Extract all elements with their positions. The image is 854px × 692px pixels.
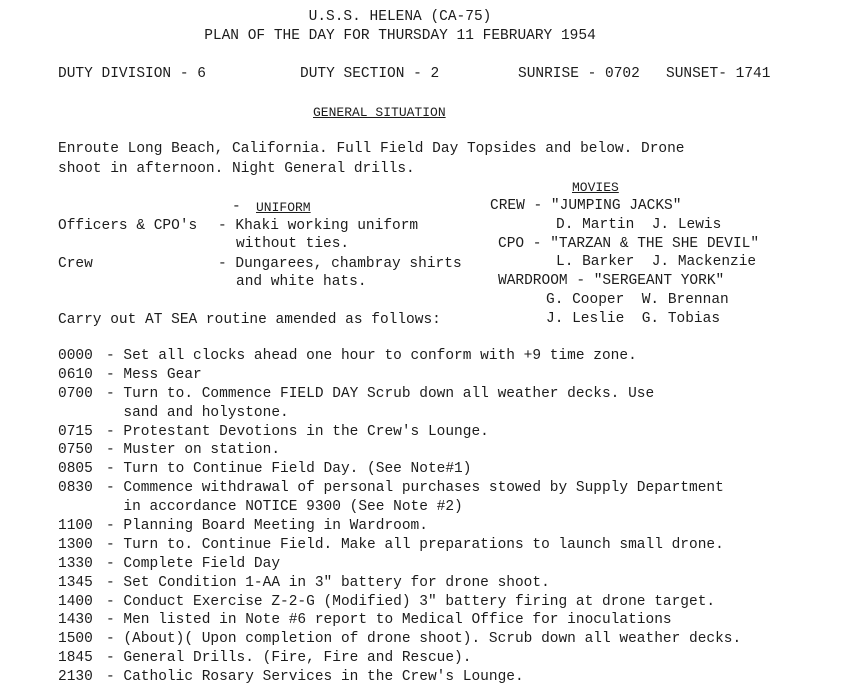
situation-line-1: Enroute Long Beach, California. Full Field Day Topsides and below. Drone — [58, 141, 685, 157]
schedule-text: - General Drills. (Fire, Fire and Rescue). — [106, 650, 472, 667]
schedule-text: sand and holystone. — [106, 404, 289, 421]
schedule-text: - Muster on station. — [106, 442, 281, 459]
schedule-text: - Protestant Devotions in the Crew's Lounge. — [106, 423, 489, 440]
duty-section: DUTY SECTION - 2 — [300, 66, 440, 82]
schedule-time: 1345 — [58, 574, 93, 591]
schedule-time: 1845 — [58, 650, 93, 667]
schedule-time: 0830 — [58, 480, 93, 497]
schedule-time: 0715 — [58, 423, 93, 440]
schedule-time: 0750 — [58, 442, 93, 459]
uniform-crew-line-2: and white hats. — [236, 274, 367, 290]
movie-crew-cast: D. Martin J. Lewis — [556, 217, 722, 233]
schedule-text: - Conduct Exercise Z-2-G (Modified) 3" battery firing at drone target. — [106, 593, 716, 610]
schedule-text: - Catholic Rosary Services in the Crew's Lounge. — [106, 669, 524, 686]
sunrise: SUNRISE - 0702 — [518, 66, 640, 82]
schedule-time: 1100 — [58, 518, 93, 535]
schedule-text: - Turn to. Continue Field. Make all preparations to launch small drone. — [106, 536, 724, 553]
schedule-text: - Set all clocks ahead one hour to conform with +9 time zone. — [106, 348, 637, 364]
schedule-time: 1400 — [58, 593, 93, 610]
uniform-heading-dash: - — [232, 199, 241, 215]
schedule-time: 0000 — [58, 348, 93, 364]
movie-wardroom: WARDROOM - "SERGEANT YORK" — [498, 273, 725, 289]
schedule-text: - Commence withdrawal of personal purchases stowed by Supply Department — [106, 480, 724, 497]
movie-cpo-cast: L. Barker J. Mackenzie — [556, 254, 757, 270]
schedule-text: - Planning Board Meeting in Wardroom. — [106, 518, 428, 535]
movie-wardroom-cast-1: G. Cooper W. Brennan — [546, 292, 729, 308]
situation-line-2: shoot in afternoon. Night General drills. — [58, 161, 415, 177]
routine-intro: Carry out AT SEA routine amended as follows: — [58, 312, 441, 328]
schedule-time: 1500 — [58, 631, 93, 648]
movie-cpo: CPO - "TARZAN & THE SHE DEVIL" — [498, 236, 760, 252]
schedule-text: - Mess Gear — [106, 366, 202, 383]
schedule-time: 1430 — [58, 612, 93, 629]
movies-heading: MOVIES — [572, 180, 619, 195]
uniform-officers-label: Officers & CPO's — [58, 218, 198, 234]
sunset: SUNSET- 1741 — [666, 66, 771, 82]
uniform-officers-line-1: - Khaki working uniform — [218, 218, 419, 234]
uniform-officers-line-2: without ties. — [236, 236, 350, 252]
schedule-text: in accordance NOTICE 9300 (See Note #2) — [106, 499, 463, 516]
schedule-text: - Complete Field Day — [106, 555, 281, 572]
schedule-time: 0610 — [58, 366, 93, 383]
schedule-time: 2130 — [58, 669, 93, 686]
schedule-time: 0805 — [58, 461, 93, 478]
schedule-text: - Turn to. Commence FIELD DAY Scrub down all weather decks. Use — [106, 385, 655, 402]
uniform-heading: UNIFORM — [256, 200, 311, 215]
schedule-text: - (About)( Upon completion of drone shoot). Scrub down all weather decks. — [106, 631, 742, 648]
schedule-text: - Set Condition 1-AA in 3" battery for drone shoot. — [106, 574, 550, 591]
ship-name: U.S.S. HELENA (CA-75) — [308, 9, 492, 25]
plan-title: PLAN OF THE DAY FOR THURSDAY 11 FEBRUARY 1954 — [204, 28, 596, 44]
uniform-crew-line-1: - Dungarees, chambray shirts — [218, 256, 462, 272]
general-situation-heading: GENERAL SITUATION — [313, 105, 446, 120]
schedule-time: 1300 — [58, 536, 93, 553]
schedule-text: - Turn to Continue Field Day. (See Note#1) — [106, 461, 472, 478]
uniform-crew-label: Crew — [58, 256, 93, 272]
schedule-text: - Men listed in Note #6 report to Medical Office for inoculations — [106, 612, 672, 629]
schedule-time: 0700 — [58, 385, 93, 402]
duty-division: DUTY DIVISION - 6 — [58, 66, 206, 82]
schedule-time: 1330 — [58, 555, 93, 572]
movie-wardroom-cast-2: J. Leslie G. Tobias — [546, 311, 721, 327]
movie-crew: CREW - "JUMPING JACKS" — [490, 198, 682, 214]
